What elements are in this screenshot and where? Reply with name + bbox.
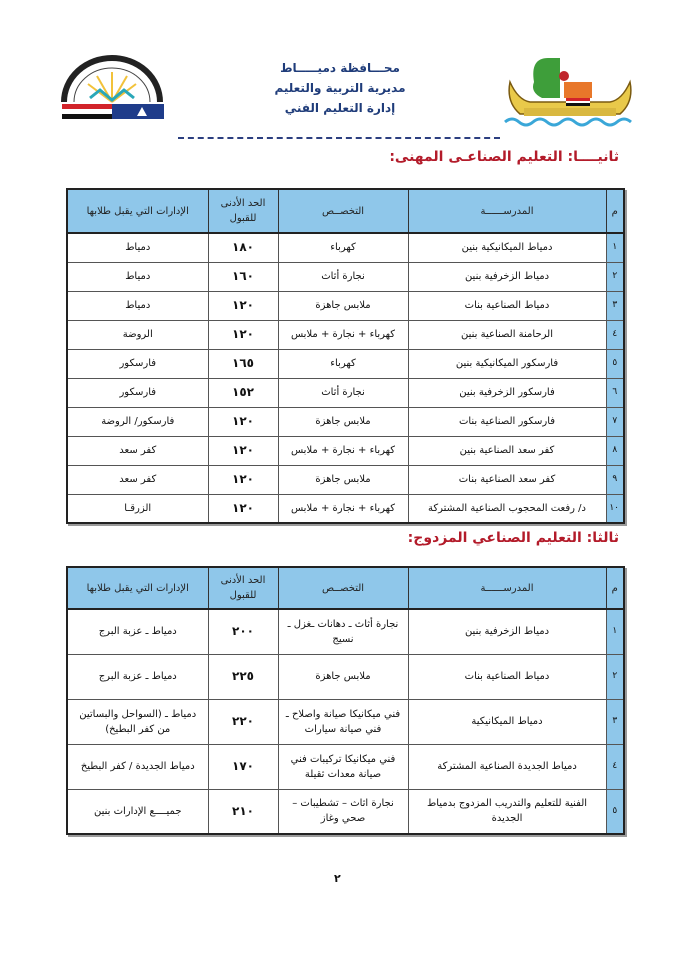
accepted-administrations: كفر سعد xyxy=(67,436,208,465)
min-admission-score: ١٨٠ xyxy=(208,233,278,262)
table-row xyxy=(67,262,624,291)
row-number: ٣ xyxy=(606,291,624,320)
row-number: ٣ xyxy=(606,699,624,744)
school-name: كفر سعد الصناعية بنات xyxy=(408,465,606,494)
school-name: الرحامنة الصناعية بنين xyxy=(408,320,606,349)
min-admission-score: ١٢٠ xyxy=(208,320,278,349)
row-number: ١ xyxy=(606,609,624,654)
table-row xyxy=(67,407,624,436)
letterhead xyxy=(0,0,679,140)
table-header-row xyxy=(67,567,624,609)
specialization: كهرباء + نجارة + ملابس xyxy=(278,320,408,349)
accepted-administrations: كفر سعد xyxy=(67,465,208,494)
table-row xyxy=(67,233,624,262)
school-name: دمياط الصناعية بنات xyxy=(408,654,606,699)
min-admission-score: ١٦٥ xyxy=(208,349,278,378)
school-name: فارسكور الصناعية بنات xyxy=(408,407,606,436)
specialization: فني ميكانيكا تركيبات فني صيانة معدات ثقيلة xyxy=(278,744,408,789)
specialization: كهرباء xyxy=(278,349,408,378)
table-row xyxy=(67,320,624,349)
min-admission-score: ١٢٠ xyxy=(208,291,278,320)
accepted-administrations: دمياط ـ عزبة البرج xyxy=(67,609,208,654)
col-header-admins: الإدارات التي يقبل طلابها xyxy=(67,567,208,609)
school-name: كفر سعد الصناعية بنين xyxy=(408,436,606,465)
specialization: نجارة اثاث – تشطيبات – صحي وغاز xyxy=(278,789,408,834)
accepted-administrations: فارسكور/ الروضة xyxy=(67,407,208,436)
table-row xyxy=(67,291,624,320)
accepted-administrations: الزرقـا xyxy=(67,494,208,523)
school-name: د/ رفعت المحجوب الصناعية المشتركة xyxy=(408,494,606,523)
min-admission-score: ١٧٠ xyxy=(208,744,278,789)
table-row xyxy=(67,744,624,789)
section-dual-title: ثالثا: التعليم الصناعي المزدوج: xyxy=(407,530,619,546)
school-name: دمياط الجديدة الصناعية المشتركة xyxy=(408,744,606,789)
school-name: دمياط الميكانيكية xyxy=(408,699,606,744)
school-name: فارسكور الميكانيكية بنين xyxy=(408,349,606,378)
school-name: دمياط الميكانيكية بنين xyxy=(408,233,606,262)
row-number: ٤ xyxy=(606,744,624,789)
accepted-administrations: فارسكور xyxy=(67,378,208,407)
education-book-logo-icon xyxy=(52,52,172,124)
page-number: ٢ xyxy=(334,872,341,885)
specialization: كهرباء xyxy=(278,233,408,262)
row-number: ٢ xyxy=(606,262,624,291)
table-row xyxy=(67,349,624,378)
school-name: فارسكور الزخرفية بنين xyxy=(408,378,606,407)
table-row xyxy=(67,654,624,699)
row-number: ٩ xyxy=(606,465,624,494)
school-name: دمياط الزخرفية بنين xyxy=(408,609,606,654)
table-header-row xyxy=(67,189,624,233)
col-header-school: المدرســــــة xyxy=(408,189,606,233)
min-admission-score: ١٢٠ xyxy=(208,436,278,465)
col-header-min-score: الحد الأدنى للقبول xyxy=(208,567,278,609)
accepted-administrations: دمياط ـ (السواحل والبساتين من كفر البطيخ) xyxy=(67,699,208,744)
specialization: كهرباء + نجارة + ملابس xyxy=(278,494,408,523)
min-admission-score: ١٢٠ xyxy=(208,407,278,436)
table-row xyxy=(67,436,624,465)
min-admission-score: ١٢٠ xyxy=(208,494,278,523)
table-row xyxy=(67,494,624,523)
accepted-administrations: الروضة xyxy=(67,320,208,349)
col-header-admins: الإدارات التي يقبل طلابها xyxy=(67,189,208,233)
min-admission-score: ١٥٢ xyxy=(208,378,278,407)
row-number: ٦ xyxy=(606,378,624,407)
letterhead-title xyxy=(200,58,480,118)
table-row xyxy=(67,699,624,744)
min-admission-score: ٢١٠ xyxy=(208,789,278,834)
col-header-specialization: التخصــص xyxy=(278,189,408,233)
specialization: نجارة أثاث ـ دهانات ـغزل ـ نسيج xyxy=(278,609,408,654)
section-vocational-title: ثانيــــا: التعليم الصناعـى المهنى: xyxy=(389,149,619,165)
table-row xyxy=(67,789,624,834)
header-divider xyxy=(178,137,500,139)
row-number: ٢ xyxy=(606,654,624,699)
specialization: ملابس جاهزة xyxy=(278,407,408,436)
specialization: فني ميكانيكا صيانة واصلاح ـ فني صيانة سيارات xyxy=(278,699,408,744)
specialization: نجارة أثاث xyxy=(278,378,408,407)
col-header-min-score: الحد الأدنى للقبول xyxy=(208,189,278,233)
specialization: نجارة أثاث xyxy=(278,262,408,291)
accepted-administrations: دمياط xyxy=(67,262,208,291)
row-number: ٨ xyxy=(606,436,624,465)
accepted-administrations: جميــــع الإدارات بنين xyxy=(67,789,208,834)
accepted-administrations: دمياط الجديدة / كفر البطيخ xyxy=(67,744,208,789)
row-number: ٥ xyxy=(606,349,624,378)
row-number: ٥ xyxy=(606,789,624,834)
department-name: إدارة التعليم الفني xyxy=(284,101,396,115)
specialization: ملابس جاهزة xyxy=(278,291,408,320)
min-admission-score: ١٦٠ xyxy=(208,262,278,291)
specialization: كهرباء + نجارة + ملابس xyxy=(278,436,408,465)
row-number: ١ xyxy=(606,233,624,262)
specialization: ملابس جاهزة xyxy=(278,465,408,494)
accepted-administrations: دمياط xyxy=(67,233,208,262)
school-name: دمياط الصناعية بنات xyxy=(408,291,606,320)
accepted-administrations: دمياط ـ عزبة البرج xyxy=(67,654,208,699)
specialization: ملابس جاهزة xyxy=(278,654,408,699)
school-name: دمياط الزخرفية بنين xyxy=(408,262,606,291)
directorate-name: مديرية التربية والتعليم xyxy=(274,81,406,95)
col-header-number: م xyxy=(606,189,624,233)
row-number: ٧ xyxy=(606,407,624,436)
col-header-number: م xyxy=(606,567,624,609)
min-admission-score: ٢٢٥ xyxy=(208,654,278,699)
vocational-schools-table xyxy=(66,188,625,524)
row-number: ١٠ xyxy=(606,494,624,523)
accepted-administrations: فارسكور xyxy=(67,349,208,378)
min-admission-score: ٢٠٠ xyxy=(208,609,278,654)
dual-system-schools-table xyxy=(66,566,625,835)
table-row xyxy=(67,465,624,494)
school-name: الفنية للتعليم والتدريب المزدوج بدمياط الجديدة xyxy=(408,789,606,834)
table-row xyxy=(67,609,624,654)
col-header-specialization: التخصــص xyxy=(278,567,408,609)
min-admission-score: ١٢٠ xyxy=(208,465,278,494)
table-row xyxy=(67,378,624,407)
accepted-administrations: دمياط xyxy=(67,291,208,320)
governorate-name: محـــافظة دميـــــاط xyxy=(280,61,400,75)
row-number: ٤ xyxy=(606,320,624,349)
col-header-school: المدرســــــة xyxy=(408,567,606,609)
min-admission-score: ٢٢٠ xyxy=(208,699,278,744)
technical-education-boat-logo-icon xyxy=(500,52,640,132)
